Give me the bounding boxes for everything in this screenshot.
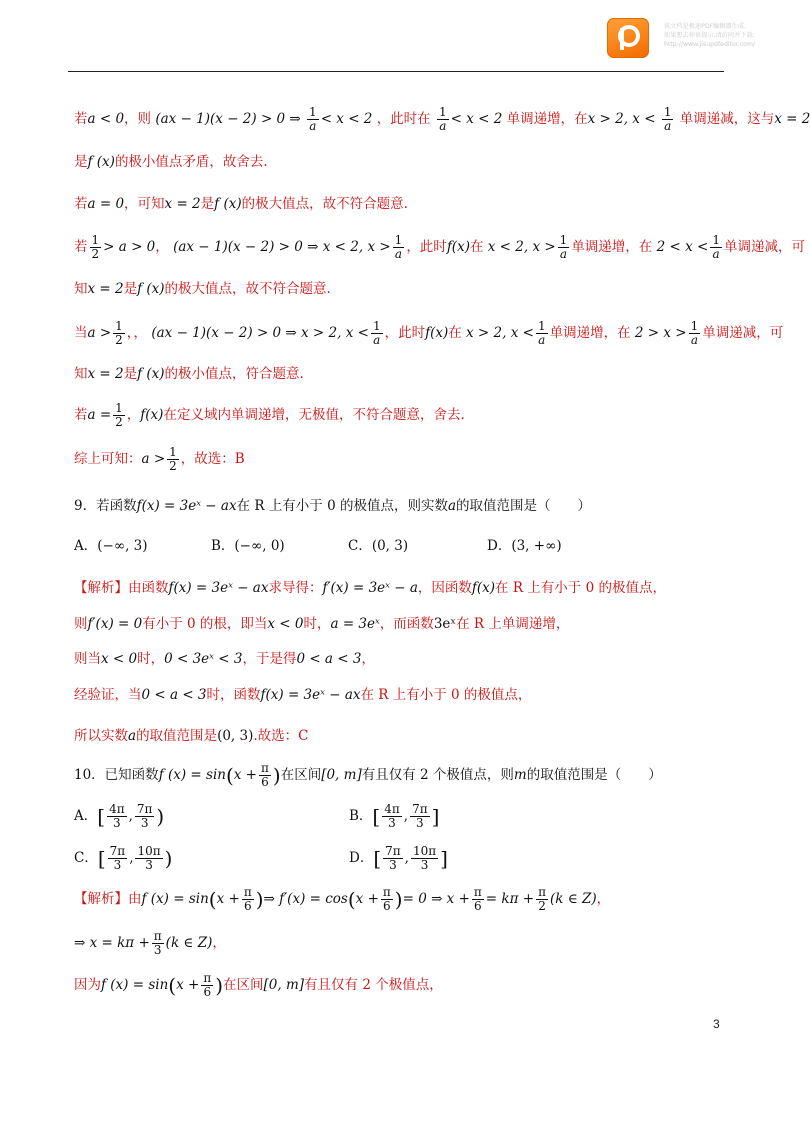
fraction: $\frac{\pi}{6}$: [261, 761, 269, 789]
solution-line: 若a < 0，则 (ax − 1)(x − 2) > 0 ⇒ $\frac{1}{a}$ < x < 2 ，此时在 $\frac{1}{a}$ < x < 2 单调递增，在x > 2, x < $\frac{1}{a}$ 单调递减，这与x = 2: [74, 105, 810, 133]
solution-line: 当a > $\frac{1}{2}$ ，， (ax − 1)(x − 2) > 0 ⇒ x > 2, x < $\frac{1}{a}$ ，此时f(x)在 x > 2, x < $\frac{1}{a}$ 单调递增，在 2 > x > $\frac{1}{a}$ 单调递减，可: [74, 319, 784, 347]
fraction: $\frac{\pi}{6}$: [243, 885, 252, 913]
fraction: $\frac{\pi}{2}$: [538, 885, 546, 913]
solution-line: 【解析】由函数f(x) = 3eˣ − ax求导得：f′(x) = 3eˣ − a，因函数f(x)在 R 上有小于 0 的极值点，: [74, 580, 666, 596]
watermark-line: 如果想去掉该提示,请访问并下载:: [664, 32, 755, 39]
solution-line: 综上可知：a > $\frac{1}{2}$ ，故选：B: [74, 445, 245, 473]
fraction: $\frac{7\pi}{3}$: [412, 802, 428, 830]
fraction: $\frac{1}{a}$: [438, 105, 447, 133]
fraction: $\frac{1}{a}$: [537, 319, 546, 347]
fraction: $\frac{1}{2}$: [115, 319, 123, 347]
fraction: $\frac{\pi}{3}$: [153, 929, 162, 957]
fraction: $\frac{7\pi}{3}$: [136, 802, 153, 830]
option-a: A．(−∞, 3): [74, 538, 148, 554]
fraction: $\frac{1}{a}$: [394, 233, 403, 261]
fraction: $\frac{4\pi}{3}$: [384, 802, 400, 830]
option-c: C．(0, 3): [348, 538, 409, 554]
fraction: $\frac{1}{2}$: [169, 445, 177, 473]
fraction: $\frac{4\pi}{3}$: [109, 802, 125, 830]
option-b: B．(−∞, 0): [211, 538, 285, 554]
fraction: $\frac{\pi}{6}$: [203, 971, 212, 999]
fraction: $\frac{10\pi}{3}$: [412, 844, 437, 872]
solution-line: ⇒ x = kπ + $\frac{\pi}{3}$ (k ∈ Z)，: [74, 929, 226, 957]
solution-line: 若a = $\frac{1}{2}$ ，f(x)在定义域内单调递增，无极值，不符合题意，舍去.: [74, 401, 465, 429]
fraction: $\frac{10\pi}{3}$: [137, 844, 161, 872]
pdf-editor-logo-icon: [607, 18, 649, 58]
fraction: $\frac{1}{a}$: [663, 105, 672, 133]
solution-line: 知x = 2是f (x)的极小值点，符合题意.: [74, 366, 304, 382]
solution-line: 所以实数a的取值范围是(0, 3).故选：C: [74, 728, 309, 744]
solution-line: 是f (x)的极小值点矛盾，故舍去.: [74, 154, 268, 170]
fraction: $\frac{\pi}{6}$: [382, 885, 391, 913]
solution-line: 因为f (x) = sin(x + $\frac{\pi}{6}$ )在区间[0, m]有且仅有 2 个极值点，: [74, 971, 443, 999]
fraction: $\frac{1}{a}$: [559, 233, 568, 261]
fraction: $\frac{1}{a}$: [309, 105, 317, 133]
watermark-link[interactable]: http://www.jisupdfeditor.com/: [664, 41, 756, 48]
option-d: D．[ $\frac{7\pi}{3}$ , $\frac{10\pi}{3}$ ]: [349, 844, 448, 872]
watermark: [664, 22, 772, 49]
solution-line: 则当x < 0时，0 < 3eˣ < 3，于是得0 < a < 3，: [74, 651, 375, 667]
option-c: C．[ $\frac{7\pi}{3}$ , $\frac{10\pi}{3}$ ): [74, 844, 173, 872]
solution-line: 则f′(x) = 0有小于 0 的根，即当x < 0时，a = 3eˣ，而函数3eˣ在 R 上单调递增，: [74, 616, 570, 632]
question-10: 10．已知函数f (x) = sin(x + $\frac{\pi}{6}$ )在区间[0, m]有且仅有 2 个极值点，则m的取值范围是（ ）: [74, 761, 662, 789]
solution-line: 经验证，当0 < a < 3时，函数f(x) = 3eˣ − ax在 R 上有小于 0 的极值点，: [74, 687, 532, 703]
question-9: 9．若函数f(x) = 3eˣ − ax在 R 上有小于 0 的极值点，则实数a的取值范围是（ ）: [74, 498, 592, 514]
header-rule: [68, 71, 724, 72]
option-a: A．[ $\frac{4\pi}{3}$ , $\frac{7\pi}{3}$ ): [74, 802, 165, 830]
solution-line: 【解析】由f (x) = sin(x + $\frac{\pi}{6}$ )⇒ f′(x) = cos(x + $\frac{\pi}{6}$ )= 0 ⇒ x + $\frac{\pi}{6}$ = kπ + $\frac{\pi}{2}$ (k ∈ Z)，: [74, 885, 611, 913]
watermark-line: 该文档是极速PDF编辑器生成,: [664, 23, 747, 30]
fraction: $\frac{7\pi}{3}$: [385, 844, 401, 872]
fraction: $\frac{\pi}{6}$: [473, 885, 482, 913]
fraction: $\frac{1}{2}$: [91, 233, 100, 261]
option-b: B．[ $\frac{4\pi}{3}$ , $\frac{7\pi}{3}$ ]: [349, 802, 440, 830]
solution-line: 若a = 0，可知x = 2是f (x)的极大值点，故不符合题意.: [74, 196, 408, 212]
fraction: $\frac{1}{a}$: [712, 233, 720, 261]
solution-line: 知x = 2是f (x)的极大值点，故不符合题意.: [74, 281, 331, 297]
fraction: $\frac{1}{a}$: [372, 319, 381, 347]
solution-line: 若 $\frac{1}{2}$ > a > 0， (ax − 1)(x − 2) > 0 ⇒ x < 2, x > $\frac{1}{a}$ ，此时f(x)在 x < 2, x > $\frac{1}{a}$ 单调递增，在 2 < x < $\frac{1}{a}$ 单调递减，可: [74, 233, 805, 261]
option-d: D．(3, +∞): [487, 538, 562, 554]
fraction: $\frac{1}{2}$: [115, 401, 123, 429]
page-number: 3: [713, 1017, 720, 1031]
fraction: $\frac{1}{a}$: [690, 319, 699, 347]
fraction: $\frac{7\pi}{3}$: [109, 844, 126, 872]
